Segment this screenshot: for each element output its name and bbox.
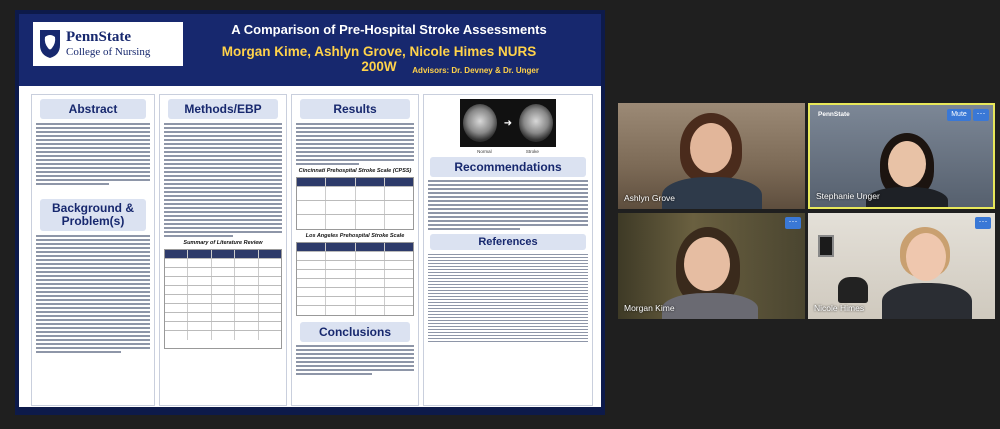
results-heading: Results (300, 99, 410, 119)
more-options-button[interactable]: ··· (975, 217, 991, 229)
participant-name-label: Nicole Himes (814, 303, 865, 313)
shared-screen-poster (15, 10, 605, 415)
references-heading: References (430, 234, 586, 250)
video-tile-ashlyn-grove[interactable] (618, 103, 805, 209)
participant-name-label: Ashlyn Grove (624, 193, 676, 203)
pennstate-logo (33, 22, 183, 66)
video-tile-stephanie-unger[interactable] (808, 103, 995, 209)
poster-body (19, 14, 601, 407)
virtual-background-brand: PennState (818, 111, 850, 118)
cpss-table (296, 177, 414, 230)
participant-face (888, 141, 926, 187)
logo-name: PennState (66, 29, 131, 45)
participant-body (662, 293, 758, 319)
normal-brain-scan (463, 104, 497, 142)
video-tile-nicole-himes[interactable] (808, 213, 995, 319)
participant-face (690, 123, 732, 173)
literature-review-caption: Summary of Literature Review (183, 240, 263, 246)
brain-label-normal: Normal (477, 149, 492, 154)
recommendations-text-block (424, 180, 592, 230)
lapss-table-caption: Los Angeles Prehospital Stroke Scale (305, 233, 405, 239)
poster-title: A Comparison of Pre-Hospital Stroke Assessments (231, 22, 547, 37)
participant-body (882, 283, 972, 319)
literature-review-table (164, 249, 282, 349)
video-tile-morgan-kime[interactable] (618, 213, 805, 319)
cpss-table-caption: Cincinnati Prehospital Stroke Scale (CPSS) (298, 168, 412, 174)
ct-scan-image (460, 99, 556, 147)
poster-banner (19, 14, 601, 86)
more-options-button[interactable]: ··· (785, 217, 801, 229)
poster-column-recommendations (423, 94, 593, 406)
arrow-right-icon: ➜ (503, 117, 513, 129)
participant-name-label: Stephanie Unger (816, 191, 880, 201)
conclusions-heading: Conclusions (300, 322, 410, 342)
abstract-heading: Abstract (40, 99, 146, 119)
participant-face (684, 237, 730, 291)
stroke-brain-scan (519, 104, 553, 142)
poster-advisors: Advisors: Dr. Devney & Dr. Unger (412, 66, 539, 75)
participant-name-label: Morgan Kime (624, 303, 675, 313)
poster-column-results (291, 94, 419, 406)
methods-text-block (160, 123, 286, 237)
recommendations-heading: Recommendations (430, 157, 586, 177)
methods-heading: Methods/EBP (168, 99, 278, 119)
participant-body (662, 177, 762, 209)
nittany-lion-shield-icon (39, 29, 61, 59)
participant-face (906, 233, 946, 281)
conclusions-text-block (292, 345, 418, 375)
mute-participant-button[interactable]: Mute (947, 109, 971, 121)
poster-column-methods (159, 94, 287, 406)
results-text-block (292, 123, 418, 165)
background-heading: Background & Problem(s) (40, 199, 146, 231)
lapss-table (296, 242, 414, 316)
wall-picture-frame (818, 235, 834, 257)
background-text-block (32, 235, 154, 353)
poster-authors: Morgan Kime, Ashlyn Grove, Nicole Himes NURS 200W (221, 44, 537, 74)
poster-column-abstract (31, 94, 155, 406)
dog-in-background (838, 277, 868, 303)
brain-label-stroke: Stroke (525, 149, 539, 154)
abstract-text-block (32, 123, 154, 185)
logo-college: College of Nursing (66, 46, 151, 58)
references-text-block (424, 254, 592, 342)
more-options-button[interactable]: ··· (973, 109, 989, 121)
